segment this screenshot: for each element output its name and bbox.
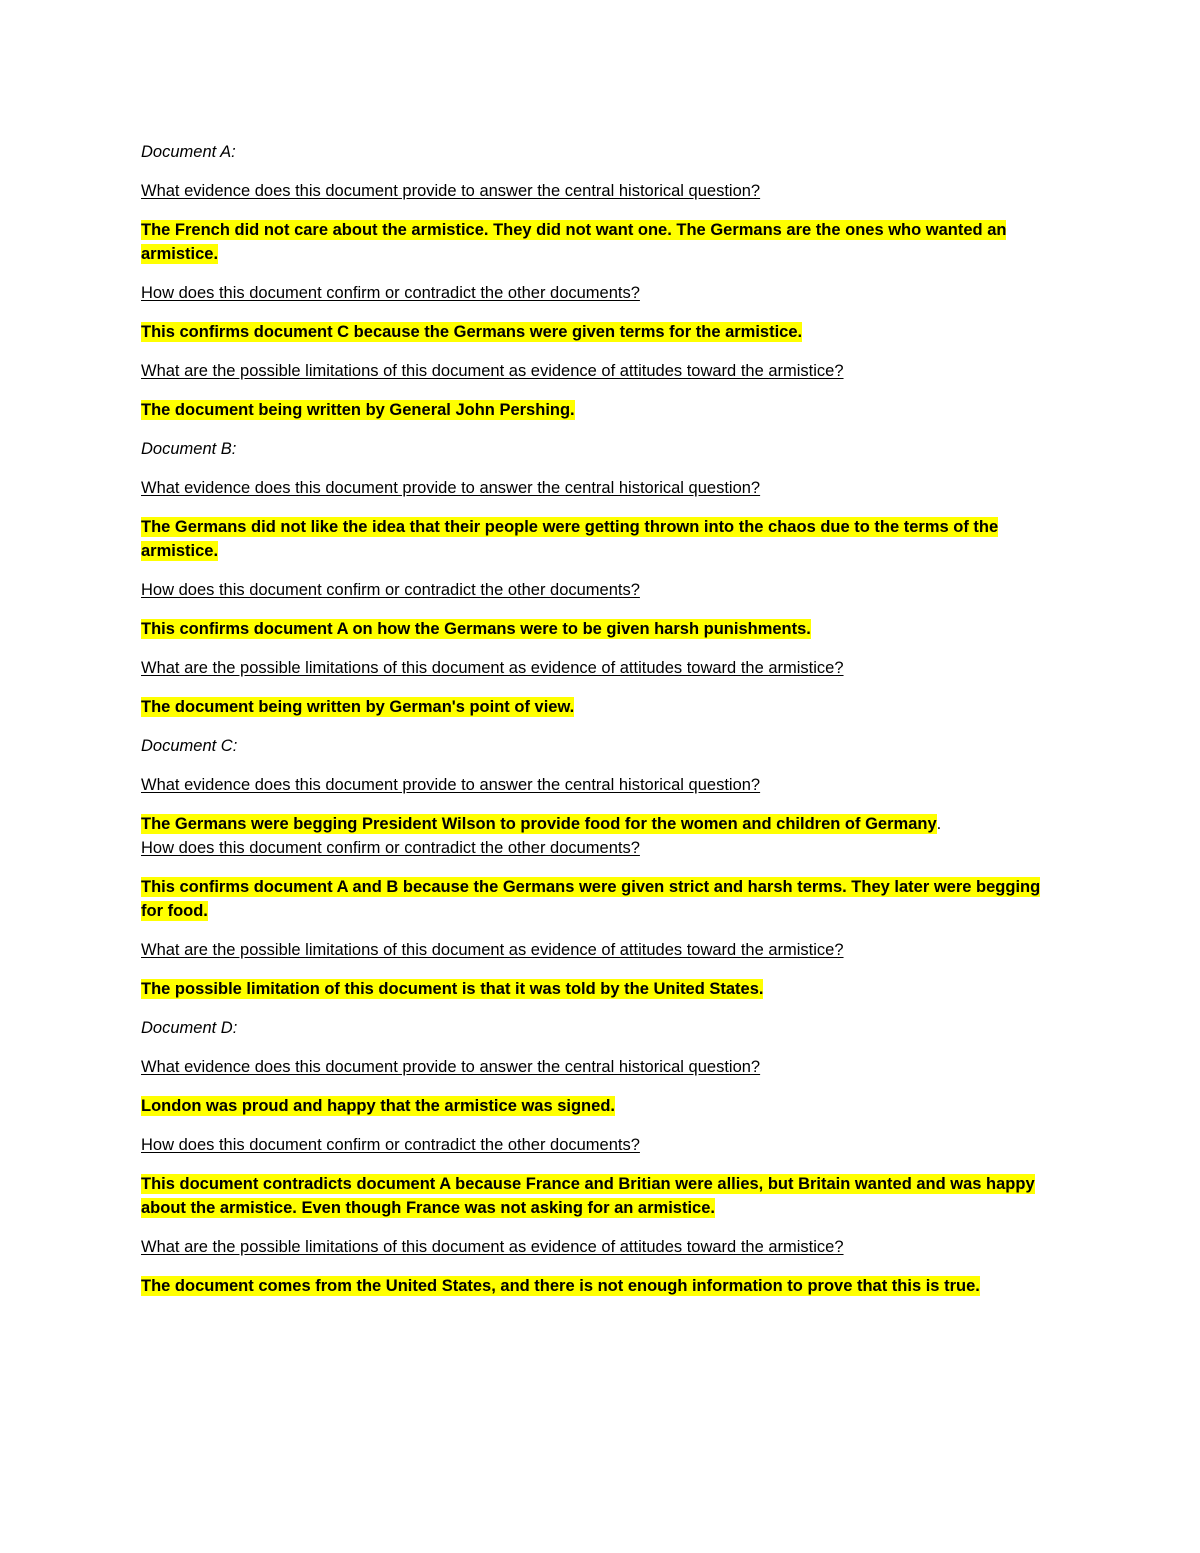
answer-confirm-contradict <box>141 875 1061 923</box>
question-limitations: What are the possible limitations of this document as evidence of attitudes toward the armistice? <box>141 659 844 677</box>
highlighted-answer-text: This document contradicts document A because France and Britian were allies, but Britain wanted and was happy about the armistice. Even though France was not asking for an armistice. <box>141 1175 1035 1217</box>
answer-trailing-period: . <box>936 815 942 833</box>
highlighted-answer-text: The possible limitation of this document is that it was told by the United States. <box>141 980 764 998</box>
section-heading: Document D: <box>141 1019 238 1037</box>
answer-limitations <box>141 1274 1061 1298</box>
question-confirm-contradict: How does this document confirm or contradict the other documents? <box>141 839 640 857</box>
highlighted-answer-text: This confirms document A and B because the Germans were given strict and harsh terms. They later were begging for food. <box>141 878 1041 920</box>
section-document-c <box>141 734 1061 1001</box>
section-document-a <box>141 140 1061 422</box>
question-confirm-contradict: How does this document confirm or contradict the other documents? <box>141 1136 640 1154</box>
answer-confirm-contradict <box>141 320 1061 344</box>
section-document-b <box>141 437 1061 719</box>
answer-limitations <box>141 977 1061 1001</box>
question-confirm-contradict: How does this document confirm or contradict the other documents? <box>141 284 640 302</box>
answer-confirm-contradict <box>141 1172 1061 1220</box>
highlighted-answer-text: The Germans were begging President Wilson to provide food for the women and children of Germany <box>141 815 937 833</box>
answer-evidence <box>141 1094 1061 1118</box>
question-limitations: What are the possible limitations of this document as evidence of attitudes toward the armistice? <box>141 1238 844 1256</box>
section-heading: Document A: <box>141 143 236 161</box>
section-heading: Document B: <box>141 440 237 458</box>
document-body <box>141 140 1061 1313</box>
question-evidence: What evidence does this document provide to answer the central historical question? <box>141 182 761 200</box>
highlighted-answer-text: The document being written by German's point of view. <box>141 698 575 716</box>
highlighted-answer-text: The document comes from the United States, and there is not enough information to prove that this is true. <box>141 1277 980 1295</box>
question-evidence: What evidence does this document provide to answer the central historical question? <box>141 776 761 794</box>
question-limitations: What are the possible limitations of this document as evidence of attitudes toward the armistice? <box>141 941 844 959</box>
highlighted-answer-text: This confirms document C because the Germans were given terms for the armistice. <box>141 323 803 341</box>
answer-evidence <box>141 218 1061 266</box>
highlighted-answer-text: The document being written by General John Pershing. <box>141 401 575 419</box>
section-document-d <box>141 1016 1061 1298</box>
question-evidence: What evidence does this document provide to answer the central historical question? <box>141 1058 761 1076</box>
answer-evidence <box>141 515 1061 563</box>
answer-evidence <box>141 812 1061 836</box>
question-evidence: What evidence does this document provide to answer the central historical question? <box>141 479 761 497</box>
highlighted-answer-text: London was proud and happy that the armistice was signed. <box>141 1097 615 1115</box>
highlighted-answer-text: The French did not care about the armistice. They did not want one. The Germans are the ones who wanted an armistice. <box>141 221 1007 263</box>
highlighted-answer-text: The Germans did not like the idea that their people were getting thrown into the chaos due to the terms of the armistice. <box>141 518 999 560</box>
question-limitations: What are the possible limitations of this document as evidence of attitudes toward the armistice? <box>141 362 844 380</box>
section-heading: Document C: <box>141 737 238 755</box>
answer-limitations <box>141 695 1061 719</box>
answer-confirm-contradict <box>141 617 1061 641</box>
question-confirm-contradict: How does this document confirm or contradict the other documents? <box>141 581 640 599</box>
answer-limitations <box>141 398 1061 422</box>
highlighted-answer-text: This confirms document A on how the Germans were to be given harsh punishments. <box>141 620 811 638</box>
